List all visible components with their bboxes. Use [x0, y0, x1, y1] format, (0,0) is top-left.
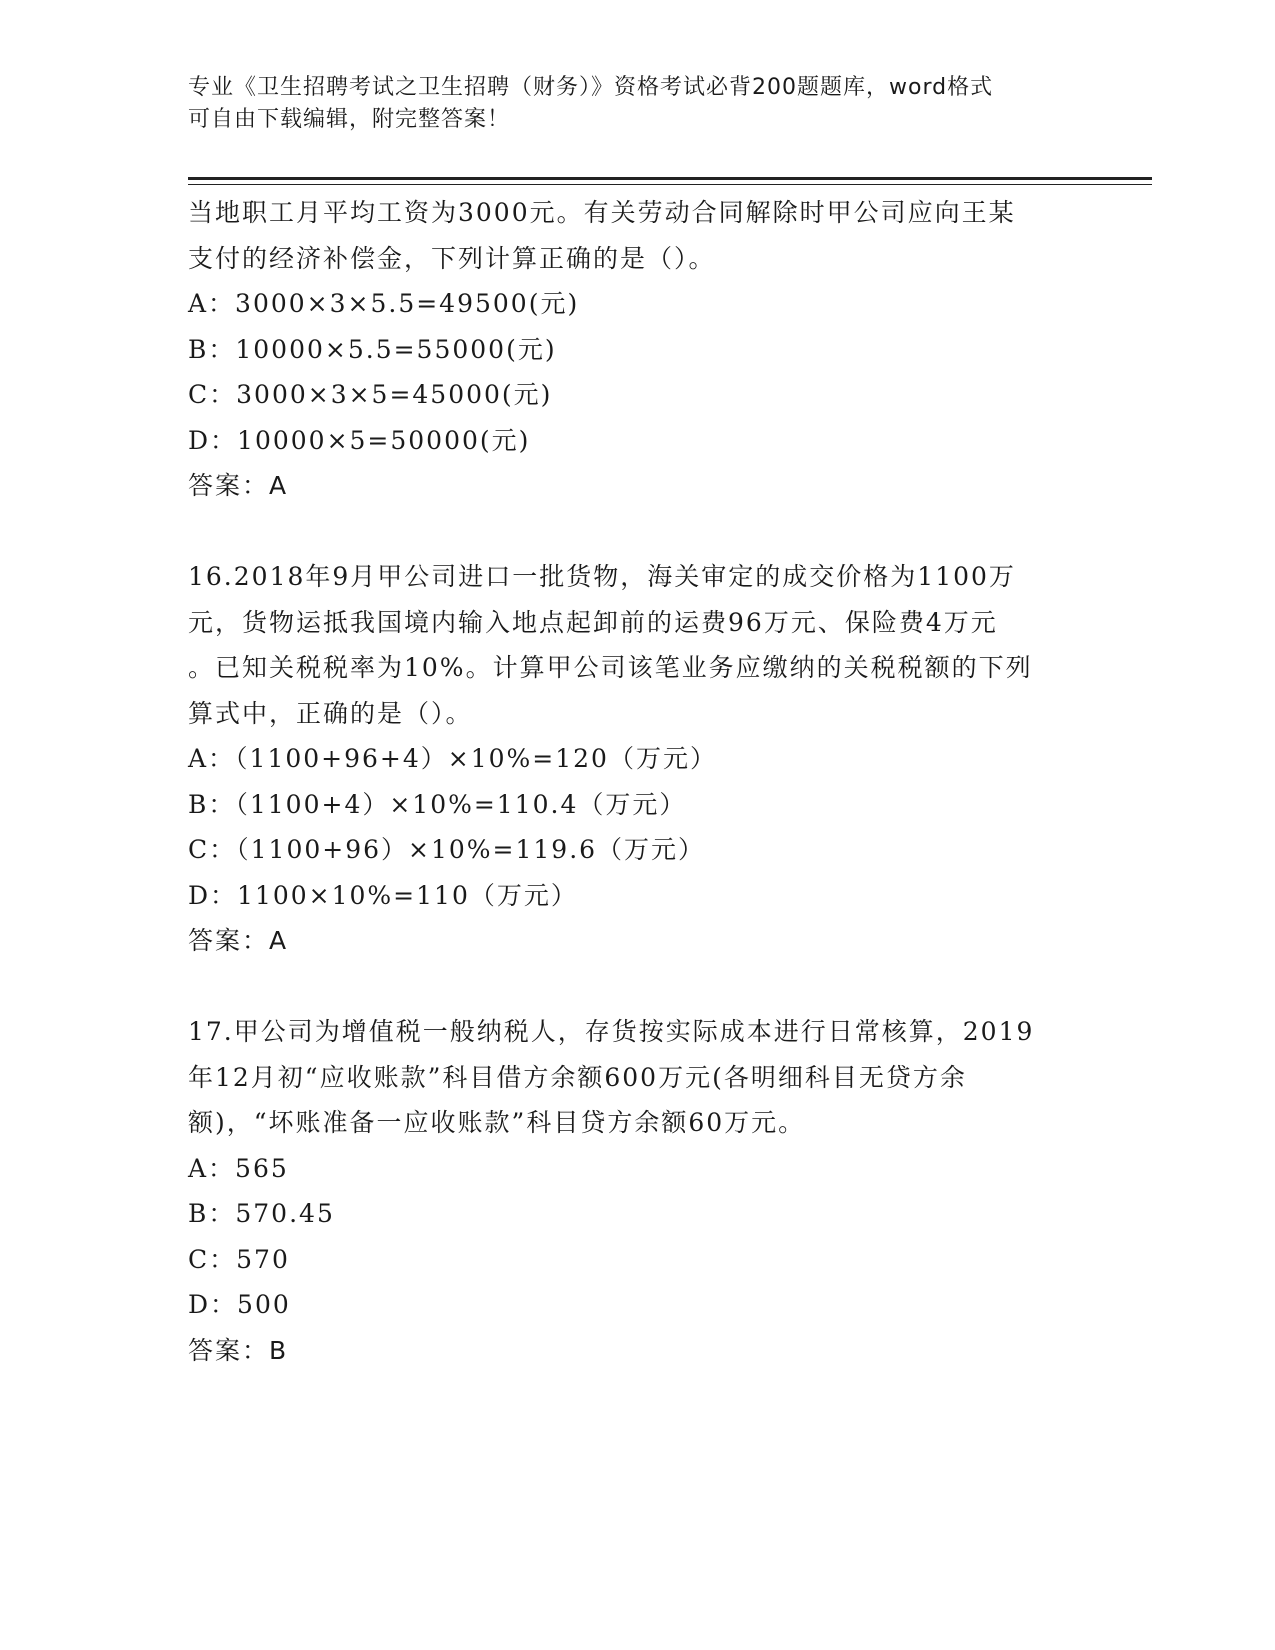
spacer — [188, 509, 1088, 555]
question-stem-line: 元，货物运抵我国境内输入地点起卸前的运费96万元、保险费4万元 — [188, 607, 998, 637]
option-b: B：570.45 — [188, 1199, 335, 1228]
question-stem-line: 当地职工月平均工资为3000元。有关劳动合同解除时甲公司应向王某 — [188, 198, 1016, 227]
question-stem-line: 年12月初“应收账款”科目借方余额600万元(各明细科目无贷方余 — [188, 1062, 967, 1092]
question-list — [188, 190, 1088, 1373]
question-stem-line: 。已知关税税率为10%。计算甲公司该笔业务应缴纳的关税税额的下列 — [188, 653, 1033, 682]
option-b: B：（1100+4）×10%=110.4（万元） — [188, 789, 687, 819]
option-a: A：（1100+96+4）×10%=120（万元） — [188, 744, 717, 773]
answer-line: 答案：A — [188, 926, 289, 955]
option-c: C：3000×3×5=45000(元) — [188, 380, 553, 409]
question-stem-line: 支付的经济补偿金，下列计算正确的是（）。 — [188, 243, 716, 273]
option-c: C：570 — [188, 1244, 290, 1274]
option-c: C：（1100+96）×10%=119.6（万元） — [188, 835, 706, 864]
question-16 — [188, 554, 1088, 964]
question-17 — [188, 1009, 1088, 1373]
question-stem-line: 算式中，正确的是（）。 — [188, 698, 473, 728]
header-divider-thick — [188, 177, 1152, 180]
option-b: B：10000×5.5=55000(元) — [188, 334, 557, 364]
option-d: D：10000×5=50000(元) — [188, 425, 531, 455]
answer-line: 答案：A — [188, 471, 289, 500]
question-stem-line: 16.2018年9月甲公司进口一批货物，海关审定的成交价格为1100万 — [188, 562, 1016, 591]
page-header — [188, 72, 1088, 136]
spacer — [188, 964, 1088, 1010]
answer-line: 答案：B — [188, 1335, 289, 1365]
header-line-1: 专业《卫生招聘考试之卫生招聘（财务）》资格考试必背200题题库，word格式 — [188, 75, 994, 100]
header-line-2: 可自由下载编辑，附完整答案！ — [188, 107, 511, 132]
header-divider-thin — [188, 184, 1152, 185]
question-15 — [188, 190, 1088, 509]
option-d: D：500 — [188, 1290, 291, 1319]
option-a: A：3000×3×5.5=49500(元) — [188, 289, 580, 318]
option-d: D：1100×10%=110（万元） — [188, 880, 578, 910]
question-stem-line: 额)，“坏账准备一应收账款”科目贷方余额60万元。 — [188, 1108, 806, 1137]
question-stem-line: 17.甲公司为增值税一般纳税人，存货按实际成本进行日常核算，2019 — [188, 1017, 1035, 1046]
option-a: A：565 — [188, 1153, 289, 1183]
